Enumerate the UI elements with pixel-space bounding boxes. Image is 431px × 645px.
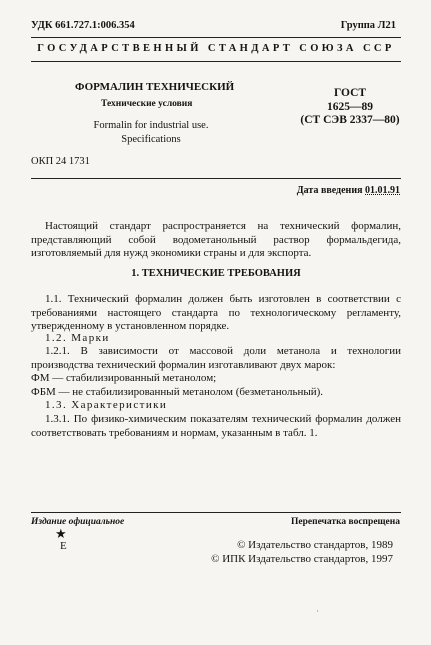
st-sev-number: (СТ СЭВ 2337—80) [300,114,400,126]
gost-label: ГОСТ [333,87,367,99]
reprint-prohibited: Перепечатка воспрещена [290,517,400,527]
gost-number: 1625—89 [327,100,373,113]
english-title-line-1: Formalin for industrial use. [93,120,209,131]
paragraph-1-1: 1.1. Технический формалин должен быть изготовлен в соответствии с требованиями настоящего стандарта по технологическому регламенту, утвержденному в установленном порядке. [31,293,401,332]
banner-rule [31,61,401,62]
intro-paragraph: Настоящий стандарт распространяется на технический формалин, представляющий собой водометанольный раствор формальдегида, изготовляемый для нужд экономики страны и для экспорта. [31,220,401,259]
star-icon: ★ [55,526,67,541]
paragraph-1-3-1: 1.3.1. По физико-химическим показателям технический формалин должен соответствовать требованиям и нормам, указанным в табл. 1. [31,413,401,439]
grade-fm: ФМ — стабилизированный метанолом; [31,372,217,384]
page-mark: · [316,606,319,616]
subheading-1-2: 1.2. Марки [45,332,110,344]
official-edition: Издание официальное [31,517,125,527]
subheading-1-3: 1.3. Характеристики [45,399,168,411]
udc-code: УДК 661.727.1:006.354 [31,20,135,31]
top-rule [31,37,401,38]
edition-letter: E [60,540,67,552]
copyright-1989: © Издательство стандартов, 1989 [237,539,393,551]
standard-banner: ГОСУДАРСТВЕННЫЙ СТАНДАРТ СОЮЗА ССР [37,43,395,54]
document-subtitle: Технические условия [101,99,193,109]
intro-date-value: 01.01.91 [365,185,400,196]
okp-rule [31,178,401,179]
footer-rule [31,512,401,513]
group-code: Группа Л21 [340,20,396,31]
copyright-1997: © ИПК Издательство стандартов, 1997 [211,553,393,565]
document-title: ФОРМАЛИН ТЕХНИЧЕСКИЙ [75,81,235,93]
paragraph-1-2-1: 1.2.1. В зависимости от массовой доли метанола и технологии производства технический формалин изготавливают двух марок: [31,345,401,371]
intro-date [297,185,400,196]
intro-date-label: Дата введения [296,185,363,196]
okp-code: ОКП 24 1731 [31,156,90,167]
grade-fbm: ФБМ — не стабилизированный метанолом (безметанольный). [31,386,324,398]
section-heading: 1. ТЕХНИЧЕСКИЕ ТРЕБОВАНИЯ [131,268,301,279]
gost-number-block [300,87,400,128]
english-title [65,119,237,146]
english-title-line-2: Specifications [121,133,181,145]
